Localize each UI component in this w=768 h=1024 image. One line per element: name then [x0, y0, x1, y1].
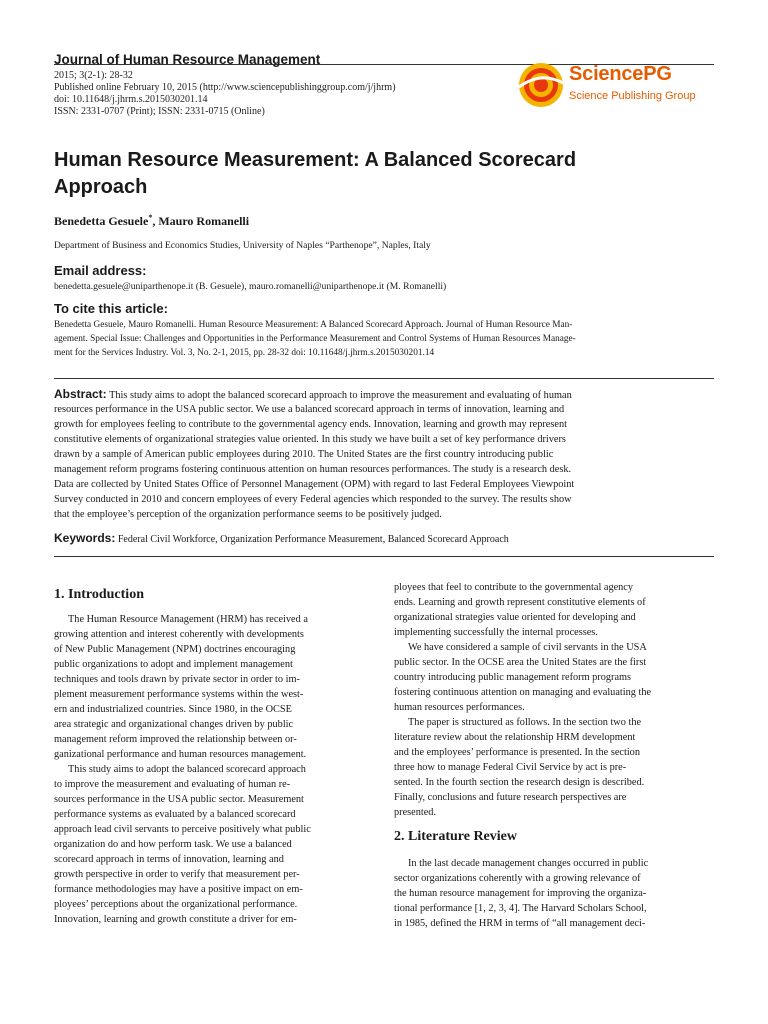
body-line: Innovation, learning and growth constitute a driver for em-	[54, 914, 297, 925]
cite-line: Benedetta Gesuele, Mauro Romanelli. Human Resource Measurement: A Balanced Scorecard Approach. Journal of Human Resource Man-	[54, 320, 573, 330]
email-heading: Email address:	[54, 263, 147, 278]
abstract-rule-bottom	[54, 556, 714, 557]
paper-title	[54, 147, 714, 201]
body-line: fostering continuous attention on managing and evaluating the	[394, 687, 652, 698]
body-line: ern and industrialized countries. Since 1980, in the OCSE	[54, 704, 292, 715]
abstract-line: Survey conducted in 2010 and concern employees of every Federal agencies which responded to the survey. The results show	[54, 494, 572, 505]
abstract-line: that the employee’s perception of the organization performance seems to be positively judged.	[54, 509, 442, 520]
body-line: ployees that feel to contribute to the governmental agency	[394, 582, 634, 593]
journal-issue: 2015; 3(2-1): 28-32	[54, 70, 133, 81]
keywords-text: Federal Civil Workforce, Organization Performance Measurement, Balanced Scorecard Approach	[115, 534, 509, 545]
author-first: Benedetta Gesuele	[54, 214, 149, 228]
publisher-logo	[517, 55, 717, 113]
doi: doi: 10.11648/j.jhrm.s.2015030201.14	[54, 94, 208, 105]
body-line: and the employees’ performance is presented. In the section	[394, 747, 640, 758]
abstract-line: management reform programs fostering continuous attention on human resources performances. The study is a research desk.	[54, 464, 572, 475]
body-line: presented.	[394, 807, 437, 818]
corresponding-mark: *	[148, 213, 153, 222]
cite-line: ment for the Services Industry. Vol. 3, No. 2-1, 2015, pp. 28-32 doi: 10.11648/j.jhrm.s.2015030201.14	[54, 348, 435, 358]
logo-subtitle: Science Publishing Group	[569, 90, 696, 102]
body-line: of New Public Management (NPM) doctrines encouraging	[54, 644, 296, 655]
abstract-line: drawn by a sample of American public employees during 2010. The United States are the first country introducing public	[54, 449, 554, 460]
abstract-text: This study aims to adopt the balanced scorecard approach to improve the measurement and evaluating of human	[106, 390, 572, 401]
author-rest: , Mauro Romanelli	[152, 214, 250, 228]
body-line: public sector. In the OCSE area the United States are the first	[394, 657, 647, 668]
body-line: The paper is structured as follows. In the section two the	[408, 717, 642, 728]
body-line: We have considered a sample of civil servants in the USA	[408, 642, 647, 653]
abstract-label: Abstract:	[54, 387, 107, 401]
body-line: sented. In the fourth section the research design is described.	[394, 777, 645, 788]
body-line: organizational strategies value oriented for developing and	[394, 612, 636, 623]
published-online: Published online February 10, 2015 (http://www.sciencepublishinggroup.com/j/jhrm)	[54, 82, 396, 93]
body-line: This study aims to adopt the balanced scorecard approach	[68, 764, 306, 775]
abstract-line	[54, 388, 572, 402]
abstract-line: growth for employees feeling to contribute to the governmental agency ends. Innovation, learning and growth may represent	[54, 419, 567, 430]
body-line: implementing successfully the internal processes.	[394, 627, 598, 638]
body-line: scorecard approach in terms of innovation, learning and	[54, 854, 284, 865]
body-line: public organizations to adopt and implement management	[54, 659, 293, 670]
body-line: three how to manage Federal Civil Service by act is pre-	[394, 762, 627, 773]
body-line: human resources performances.	[394, 702, 525, 713]
logo-name: SciencePG	[569, 63, 672, 85]
body-line: ployees’ perceptions about the organizational performance.	[54, 899, 298, 910]
body-line: performance systems as evaluated by a balanced scorecard	[54, 809, 296, 820]
body-line: sector organizations coherently with a growing relevance of	[394, 873, 641, 884]
body-line: techniques and tools drawn by private sector in order to im-	[54, 674, 300, 685]
email-addresses: benedetta.gesuele@uniparthenope.it (B. Gesuele), mauro.romanelli@uniparthenope.it (M. Romanelli)	[54, 281, 447, 292]
body-line: ganizational performance and human resources management.	[54, 749, 307, 760]
body-line: In the last decade management changes occurred in public	[408, 858, 649, 869]
abstract-line: Data are collected by United States Office of Personnel Management (OPM) with regard to last Federal Employees Viewpoint	[54, 479, 575, 490]
abstract-rule-top	[54, 378, 714, 379]
body-line: in 1985, defined the HRM in terms of “all management deci-	[394, 918, 646, 929]
paper-title-line: Human Resource Measurement: A Balanced Scorecard	[54, 149, 577, 171]
body-line: tional performance [1, 2, 3, 4]. The Harvard Scholars School,	[394, 903, 647, 914]
body-line: country introducing public management reform programs	[394, 672, 632, 683]
body-line: The Human Resource Management (HRM) has received a	[68, 614, 308, 625]
body-line: approach lead civil servants to perceive positively what public	[54, 824, 311, 835]
affiliation: Department of Business and Economics Studies, University of Naples “Parthenope”, Naples, Italy	[54, 240, 431, 251]
authors	[54, 213, 249, 229]
section-heading-literature-review: 2. Literature Review	[394, 829, 517, 844]
body-line: area strategic and organizational changes driven by public	[54, 719, 294, 730]
body-line: Finally, conclusions and future research perspectives are	[394, 792, 627, 803]
abstract-line: resources performance in the USA public sector. We use a balanced scorecard approach in terms of innovation, learning and	[54, 404, 565, 415]
body-line: to improve the measurement and evaluating of human re-	[54, 779, 291, 790]
body-line: growth perspective in order to verify that measurement per-	[54, 869, 300, 880]
section-heading-introduction: 1. Introduction	[54, 587, 144, 602]
paper-title-line: Approach	[54, 176, 148, 198]
journal-title: Journal of Human Resource Management	[54, 52, 321, 67]
body-line: management reform improved the relationship between or-	[54, 734, 297, 745]
cite-heading: To cite this article:	[54, 301, 168, 316]
body-line: growing attention and interest coherently with developments	[54, 629, 304, 640]
body-line: ends. Learning and growth represent constitutive elements of	[394, 597, 646, 608]
body-line: formance methodologies may have a positive impact on em-	[54, 884, 303, 895]
cite-line: agement. Special Issue: Challenges and Opportunities in the Performance Measurement and Control Systems of Human Resources Manage-	[54, 334, 576, 344]
body-line: organization do and how perform task. We use a balanced	[54, 839, 292, 850]
body-line: sources performance in the USA public sector. Measurement	[54, 794, 304, 805]
body-line: plement measurement performance systems within the west-	[54, 689, 304, 700]
issn: ISSN: 2331-0707 (Print); ISSN: 2331-0715 (Online)	[54, 106, 265, 117]
body-line: the human resource management for improving the organiza-	[394, 888, 647, 899]
keywords	[54, 531, 509, 545]
body-line: literature review about the relationship HRM development	[394, 732, 636, 743]
abstract-line: constitutive elements of organizational strategies value oriented. In this study we have built a set of key performance drivers	[54, 434, 566, 445]
keywords-label: Keywords:	[54, 531, 116, 545]
sciencepg-logo-icon	[517, 61, 565, 109]
